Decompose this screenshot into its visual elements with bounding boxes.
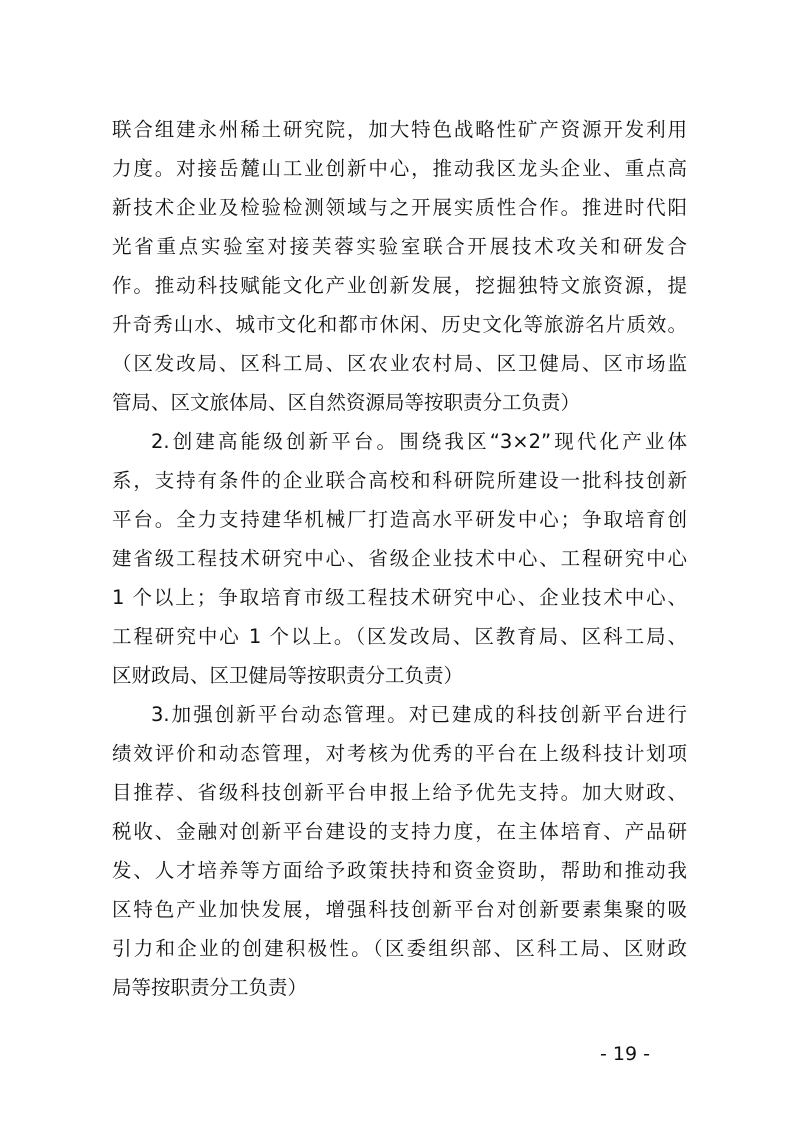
paragraph-1-line-1: 联合组建永州稀土研究院，加大特色战略性矿产资源开发利用 — [112, 118, 687, 141]
paragraph-2-line-2: 系，支持有条件的企业联合高校和科研院所建设一批科技创新 — [112, 469, 687, 492]
paragraph-3-line-5: 发、人才培养等方面给予政策扶持和资金资助，帮助和推动我 — [112, 859, 687, 882]
document-body — [112, 110, 687, 1007]
paragraph-3-line-6: 区特色产业加快发展，增强科技创新平台对创新要素集聚的吸 — [112, 898, 687, 921]
page-number: - 19 - — [600, 1043, 650, 1065]
paragraph-3-line-7: 引力和企业的创建积极性。（区委组织部、区科工局、区财政 — [112, 937, 687, 960]
paragraph-3-line-1: 3.加强创新平台动态管理。对已建成的科技创新平台进行 — [151, 703, 687, 726]
paragraph-2-line-6: 工程研究中心 1 个以上。（区发改局、区教育局、区科工局、 — [112, 625, 687, 648]
paragraph-3-line-3: 目推荐、省级科技创新平台申报上给予优先支持。加大财政、 — [112, 781, 687, 804]
paragraph-2-line-4: 建省级工程技术研究中心、省级企业技术中心、工程研究中心 — [112, 547, 687, 570]
paragraph-1-line-6: 升奇秀山水、城市文化和都市休闲、历史文化等旅游名片质效。 — [112, 313, 687, 336]
paragraph-1-line-3: 新技术企业及检验检测领域与之开展实质性合作。推进时代阳 — [112, 196, 687, 219]
paragraph-2-line-1: 2.创建高能级创新平台。围绕我区“3×2”现代化产业体 — [151, 430, 687, 453]
paragraph-3-line-8: 局等按职责分工负责） — [112, 976, 308, 999]
paragraph-1-line-5: 作。推动科技赋能文化产业创新发展，挖掘独特文旅资源，提 — [112, 274, 687, 297]
paragraph-1-line-8: 管局、区文旅体局、区自然资源局等按职责分工负责） — [112, 391, 581, 414]
paragraph-2-line-3: 平台。全力支持建华机械厂打造高水平研发中心；争取培育创 — [112, 508, 687, 531]
paragraph-3-line-4: 税收、金融对创新平台建设的支持力度，在主体培育、产品研 — [112, 820, 687, 843]
paragraph-1-line-7: （区发改局、区科工局、区农业农村局、区卫健局、区市场监 — [112, 352, 687, 375]
paragraph-2-line-5: 1 个以上；争取培育市级工程技术研究中心、企业技术中心、 — [112, 586, 687, 609]
paragraph-1-line-2: 力度。对接岳麓山工业创新中心，推动我区龙头企业、重点高 — [112, 157, 687, 180]
paragraph-3-line-2: 绩效评价和动态管理，对考核为优秀的平台在上级科技计划项 — [112, 742, 687, 765]
paragraph-2-line-7: 区财政局、区卫健局等按职责分工负责） — [112, 664, 464, 687]
paragraph-1-line-4: 光省重点实验室对接芙蓉实验室联合开展技术攻关和研发合 — [112, 235, 687, 258]
